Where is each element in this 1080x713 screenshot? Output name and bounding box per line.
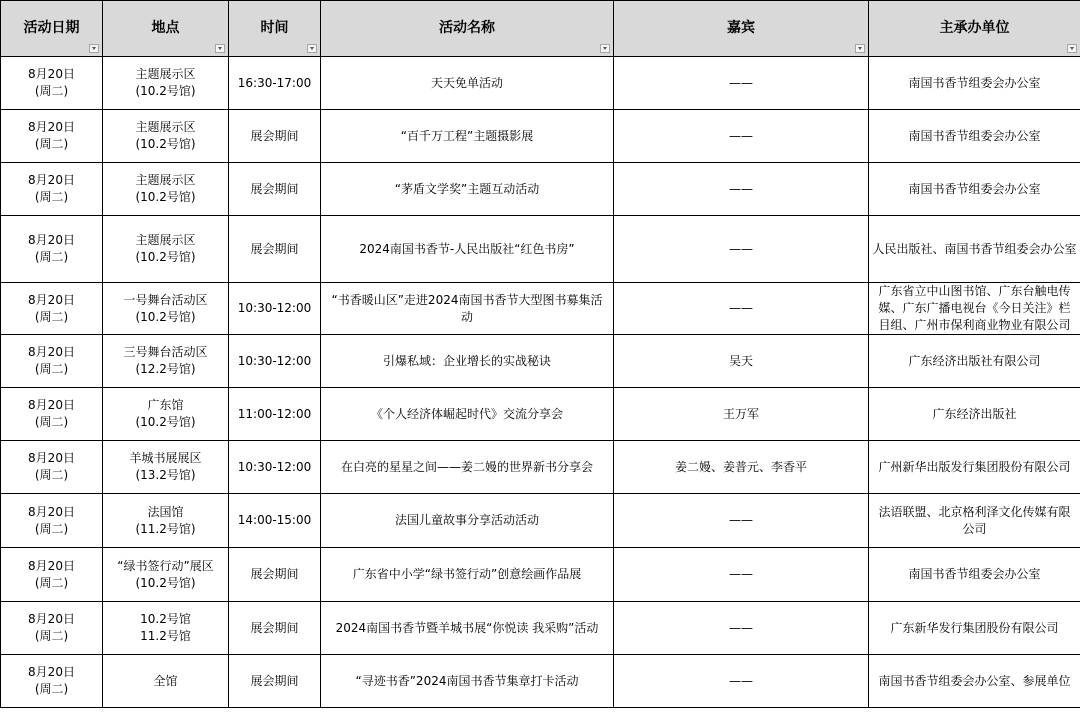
cell-activity-name[interactable]: “茅盾文学奖”主题互动活动 bbox=[321, 163, 614, 216]
cell-activity-name[interactable]: 天天免单活动 bbox=[321, 57, 614, 110]
cell-time[interactable]: 10:30-12:00 bbox=[229, 283, 321, 335]
table-row bbox=[1, 388, 1080, 441]
cell-date[interactable]: 8月20日 (周二) bbox=[1, 283, 103, 335]
filter-dropdown-icon[interactable] bbox=[89, 44, 99, 53]
cell-date[interactable]: 8月20日 (周二) bbox=[1, 548, 103, 602]
table-row bbox=[1, 548, 1080, 602]
header-time bbox=[229, 1, 321, 57]
cell-organizer[interactable]: 广东省立中山图书馆、广东台触电传 媒、广东广播电视台《今日关注》栏 目组、广州市保利商业物业有限公司 bbox=[869, 283, 1080, 335]
cell-date[interactable]: 8月20日 (周二) bbox=[1, 602, 103, 655]
table-row bbox=[1, 216, 1080, 283]
cell-date[interactable]: 8月20日 (周二) bbox=[1, 216, 103, 283]
table-row bbox=[1, 283, 1080, 335]
cell-time[interactable]: 展会期间 bbox=[229, 602, 321, 655]
cell-guest[interactable]: —— bbox=[614, 163, 869, 216]
filter-dropdown-icon[interactable] bbox=[1067, 44, 1077, 53]
cell-place[interactable]: 10.2号馆 11.2号馆 bbox=[103, 602, 229, 655]
filter-dropdown-icon[interactable] bbox=[855, 44, 865, 53]
cell-place[interactable]: 一号舞台活动区 (10.2号馆) bbox=[103, 283, 229, 335]
cell-activity-name[interactable]: “寻迹书香”2024南国书香节集章打卡活动 bbox=[321, 655, 614, 708]
cell-time[interactable]: 10:30-12:00 bbox=[229, 335, 321, 388]
cell-date[interactable]: 8月20日 (周二) bbox=[1, 388, 103, 441]
table-row bbox=[1, 57, 1080, 110]
header-activity-name-label: 活动名称 bbox=[439, 20, 495, 36]
cell-guest[interactable]: —— bbox=[614, 548, 869, 602]
table-row bbox=[1, 655, 1080, 708]
cell-organizer[interactable]: 法语联盟、北京格利泽文化传媒有限 公司 bbox=[869, 494, 1080, 548]
header-guest bbox=[614, 1, 869, 57]
cell-time[interactable]: 11:00-12:00 bbox=[229, 388, 321, 441]
header-activity-name bbox=[321, 1, 614, 57]
cell-date[interactable]: 8月20日 (周二) bbox=[1, 441, 103, 494]
cell-date[interactable]: 8月20日 (周二) bbox=[1, 110, 103, 163]
cell-organizer[interactable]: 人民出版社、南国书香节组委会办公室 bbox=[869, 216, 1080, 283]
table-row bbox=[1, 110, 1080, 163]
cell-time[interactable]: 展会期间 bbox=[229, 655, 321, 708]
cell-place[interactable]: 羊城书展展区 (13.2号馆) bbox=[103, 441, 229, 494]
cell-place[interactable]: 法国馆 (11.2号馆) bbox=[103, 494, 229, 548]
cell-time[interactable]: 14:00-15:00 bbox=[229, 494, 321, 548]
table-row bbox=[1, 441, 1080, 494]
cell-date[interactable]: 8月20日 (周二) bbox=[1, 335, 103, 388]
cell-activity-name[interactable]: 引爆私域：企业增长的实战秘诀 bbox=[321, 335, 614, 388]
cell-guest[interactable]: —— bbox=[614, 494, 869, 548]
cell-organizer[interactable]: 南国书香节组委会办公室 bbox=[869, 548, 1080, 602]
cell-date[interactable]: 8月20日 (周二) bbox=[1, 57, 103, 110]
cell-time[interactable]: 展会期间 bbox=[229, 216, 321, 283]
cell-place[interactable]: 广东馆 (10.2号馆) bbox=[103, 388, 229, 441]
cell-time[interactable]: 展会期间 bbox=[229, 548, 321, 602]
cell-organizer[interactable]: 南国书香节组委会办公室 bbox=[869, 163, 1080, 216]
cell-guest[interactable]: —— bbox=[614, 655, 869, 708]
cell-activity-name[interactable]: 法国儿童故事分享活动活动 bbox=[321, 494, 614, 548]
cell-organizer[interactable]: 广东经济出版社 bbox=[869, 388, 1080, 441]
cell-time[interactable]: 展会期间 bbox=[229, 163, 321, 216]
cell-time[interactable]: 16:30-17:00 bbox=[229, 57, 321, 110]
cell-guest[interactable]: 王万军 bbox=[614, 388, 869, 441]
header-organizer bbox=[869, 1, 1080, 57]
table-row bbox=[1, 163, 1080, 216]
cell-place[interactable]: 主题展示区 (10.2号馆) bbox=[103, 57, 229, 110]
cell-activity-name[interactable]: 《个人经济体崛起时代》交流分享会 bbox=[321, 388, 614, 441]
header-guest-label: 嘉宾 bbox=[727, 20, 755, 36]
header-date-label: 活动日期 bbox=[23, 20, 80, 36]
cell-organizer[interactable]: 南国书香节组委会办公室 bbox=[869, 110, 1080, 163]
cell-date[interactable]: 8月20日 (周二) bbox=[1, 494, 103, 548]
cell-activity-name[interactable]: 广东省中小学“绿书签行动”创意绘画作品展 bbox=[321, 548, 614, 602]
header-row bbox=[1, 1, 1080, 57]
cell-place[interactable]: 主题展示区 (10.2号馆) bbox=[103, 110, 229, 163]
filter-dropdown-icon[interactable] bbox=[600, 44, 610, 53]
cell-guest[interactable]: —— bbox=[614, 110, 869, 163]
cell-place[interactable]: 主题展示区 (10.2号馆) bbox=[103, 216, 229, 283]
cell-place[interactable]: “绿书签行动”展区 (10.2号馆) bbox=[103, 548, 229, 602]
cell-activity-name[interactable]: “百千万工程”主题摄影展 bbox=[321, 110, 614, 163]
cell-organizer[interactable]: 南国书香节组委会办公室、参展单位 bbox=[869, 655, 1080, 708]
table-row bbox=[1, 494, 1080, 548]
cell-guest[interactable]: —— bbox=[614, 216, 869, 283]
cell-activity-name[interactable]: “书香暖山区”走进2024南国书香节大型图书募集活 动 bbox=[321, 283, 614, 335]
header-place-label: 地点 bbox=[151, 20, 180, 36]
cell-time[interactable]: 展会期间 bbox=[229, 110, 321, 163]
cell-place[interactable]: 主题展示区 (10.2号馆) bbox=[103, 163, 229, 216]
cell-date[interactable]: 8月20日 (周二) bbox=[1, 655, 103, 708]
filter-dropdown-icon[interactable] bbox=[215, 44, 225, 53]
header-organizer-label: 主承办单位 bbox=[939, 20, 1010, 36]
cell-activity-name[interactable]: 在白亮的星星之间——姜二嫚的世界新书分享会 bbox=[321, 441, 614, 494]
cell-guest[interactable]: 姜二嫚、姜普元、李香平 bbox=[614, 441, 869, 494]
header-place bbox=[103, 1, 229, 57]
cell-guest[interactable]: 吴天 bbox=[614, 335, 869, 388]
cell-organizer[interactable]: 广东经济出版社有限公司 bbox=[869, 335, 1080, 388]
filter-dropdown-icon[interactable] bbox=[307, 44, 317, 53]
cell-guest[interactable]: —— bbox=[614, 57, 869, 110]
cell-guest[interactable]: —— bbox=[614, 283, 869, 335]
cell-guest[interactable]: —— bbox=[614, 602, 869, 655]
table-row bbox=[1, 335, 1080, 388]
cell-activity-name[interactable]: 2024南国书香节暨羊城书展“你悦读 我采购”活动 bbox=[321, 602, 614, 655]
header-time-label: 时间 bbox=[260, 20, 289, 36]
cell-place[interactable]: 三号舞台活动区 (12.2号馆) bbox=[103, 335, 229, 388]
cell-activity-name[interactable]: 2024南国书香节-人民出版社“红色书房” bbox=[321, 216, 614, 283]
table-row bbox=[1, 602, 1080, 655]
cell-place[interactable]: 全馆 bbox=[103, 655, 229, 708]
cell-time[interactable]: 10:30-12:00 bbox=[229, 441, 321, 494]
cell-date[interactable]: 8月20日 (周二) bbox=[1, 163, 103, 216]
cell-organizer[interactable]: 广东新华发行集团股份有限公司 bbox=[869, 602, 1080, 655]
header-date bbox=[1, 1, 103, 57]
cell-organizer[interactable]: 广州新华出版发行集团股份有限公司 bbox=[869, 441, 1080, 494]
cell-organizer[interactable]: 南国书香节组委会办公室 bbox=[869, 57, 1080, 110]
